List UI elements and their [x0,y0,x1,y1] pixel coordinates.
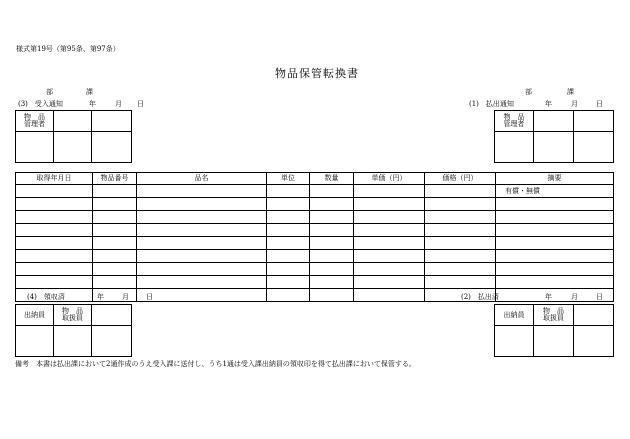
stamp-cell [92,132,132,163]
left-year-label: 年 [89,100,96,108]
header-item-number: 物品番号 [93,173,137,185]
paid-out-year-label: 年 [545,293,552,301]
stamp-cell [574,326,614,357]
handler-label-line2: 取扱員 [62,314,83,322]
handler-label-cell [534,305,574,326]
right-year-label: 年 [545,100,552,108]
empty-cell [534,111,574,132]
cashier-label: 出納員 [16,305,54,326]
payout-manager-table [494,110,614,163]
right-dept-label: 部 [525,88,532,96]
manager-label-line2: 管理者 [503,120,525,128]
header-acquired-date: 取得年月日 [16,173,93,185]
table-row [16,276,614,289]
paid-out-month-label: 月 [571,293,578,301]
received-year-label: 年 [97,293,104,301]
payout-notice-label: (1) 払出通知 [469,100,514,108]
manager-label-line1: 物 品 [503,113,525,121]
manager-label-line2: 管理者 [24,120,45,128]
manager-label-cell [495,111,534,132]
stamp-cell [534,326,574,357]
stamp-cell [16,326,54,357]
header-item-name: 品名 [137,173,267,185]
table-row [16,185,614,198]
stamp-cell [495,326,534,357]
stamp-cell [54,326,92,357]
empty-cell [574,111,614,132]
stamp-cell [92,326,132,357]
paid-out-label: (2) 払出済 [461,293,499,301]
stamp-cell [16,132,54,163]
table-row [16,263,614,276]
header-unit: 単位 [267,173,310,185]
left-month-label: 月 [115,100,122,108]
stamp-cell [574,132,614,163]
table-row [16,289,614,302]
handler-label-line1: 物 品 [543,307,564,315]
stamp-cell [495,132,534,163]
header-unit-price: 単価（円） [354,173,425,185]
handler-label-line1: 物 品 [62,307,83,315]
handler-label-line2: 取扱員 [543,314,564,322]
receive-notice-label: (3) 受入通知 [18,100,63,108]
left-section-label: 課 [86,88,93,96]
received-day-label: 日 [146,293,153,301]
remarks-note: 備考 本書は払出課において2通作成のうえ受入課に送付し、うち1通は受入課出納員の領収印を得て払出課において保管する。 [15,360,416,368]
received-stamp-table [15,304,132,357]
items-table [15,172,614,302]
header-remarks: 摘要 [496,173,614,185]
left-day-label: 日 [137,100,144,108]
paid-out-day-label: 日 [596,293,603,301]
table-row [16,198,614,211]
empty-cell [54,111,92,132]
stamp-cell [534,132,574,163]
cashier-label: 出納員 [495,305,534,326]
header-price: 価格（円） [425,173,496,185]
table-row [16,250,614,263]
handler-label-cell [54,305,92,326]
table-row [16,237,614,250]
empty-cell [92,111,132,132]
received-month-label: 月 [122,293,129,301]
receive-manager-table [15,110,132,163]
empty-cell [574,305,614,326]
stamp-cell [54,132,92,163]
right-day-label: 日 [596,100,603,108]
paid-unpaid-note: 有償・無償 [496,185,614,198]
table-row [16,211,614,224]
right-section-label: 課 [567,88,574,96]
left-dept-label: 部 [46,88,53,96]
manager-label-cell [16,111,54,132]
received-label: (4) 領収済 [27,293,65,301]
page-title: 物品保管転換書 [275,67,359,80]
manager-label-line1: 物 品 [24,113,45,121]
table-row [16,224,614,237]
empty-cell [92,305,132,326]
form-number: 様式第19号（第95条、第97条） [16,45,120,53]
paid-out-stamp-table [494,304,614,357]
header-quantity: 数量 [310,173,354,185]
right-month-label: 月 [571,100,578,108]
